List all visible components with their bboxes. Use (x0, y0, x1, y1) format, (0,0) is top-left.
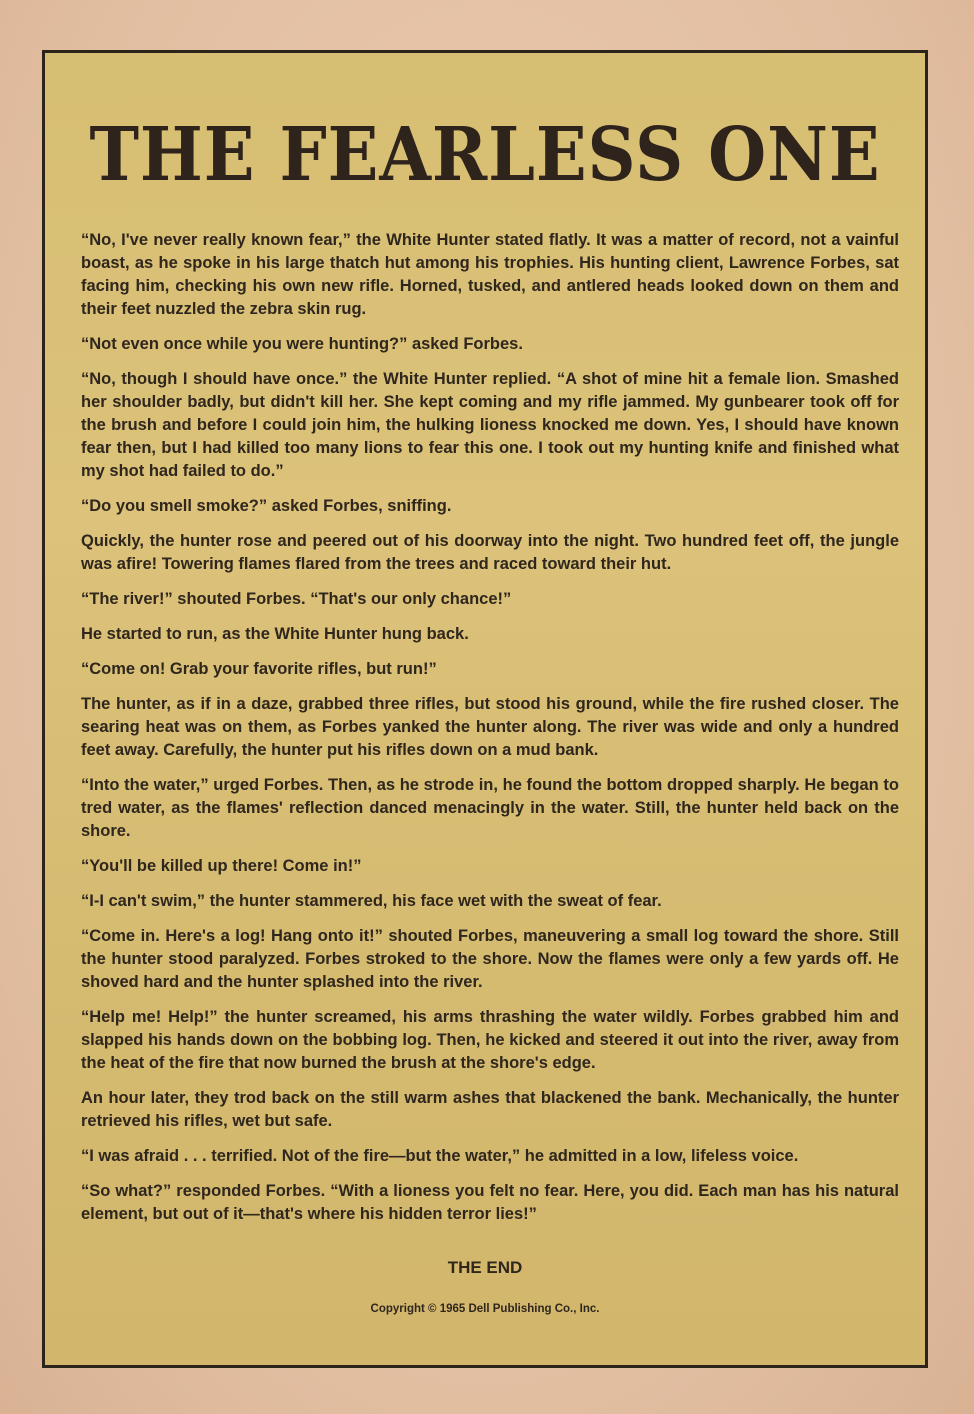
story-body (81, 229, 899, 1238)
story-frame (42, 50, 928, 1368)
paragraph: “I-I can't swim,” the hunter stammered, his face wet with the sweat of fear. (81, 892, 662, 910)
the-end-label: THE END (447, 1258, 523, 1277)
paragraph: “Come on! Grab your favorite rifles, but run!” (81, 660, 437, 678)
paragraph: “Do you smell smoke?” asked Forbes, sniffing. (81, 497, 452, 515)
paragraph: “The river!” shouted Forbes. “That's our only chance!” (81, 590, 512, 608)
paragraph: “Help me! Help!” the hunter screamed, his arms thrashing the water wildly. Forbes grabbed him and slapped his hands down on the bobbing log. Then, he kicked and steered it out into the river, away from the heat of the fire that now burned the brush at the shore's edge. (81, 1008, 899, 1072)
paragraph: “So what?” responded Forbes. “With a lioness you felt no fear. Here, you did. Each man has his natural element, but out of it—that's where his hidden terror lies!” (81, 1182, 899, 1223)
paragraph: He started to run, as the White Hunter hung back. (81, 625, 469, 643)
paragraph: “I was afraid . . . terrified. Not of the fire—but the water,” he admitted in a low, lifeless voice. (81, 1147, 799, 1165)
story-title: THE FEARLESS ONE (89, 112, 881, 198)
paragraph: “No, I've never really known fear,” the White Hunter stated flatly. It was a matter of record, not a vainful boast, as he spoke in his large thatch hut among his trophies. His hunting client, Lawrence Forbes, sat facing him, checking his own new rifle. Horned, tusked, and antlered heads looked down on them and their feet nuzzled the zebra skin rug. (81, 231, 899, 318)
copyright-notice: Copyright © 1965 Dell Publishing Co., Inc. (370, 1303, 600, 1315)
paragraph: An hour later, they trod back on the still warm ashes that blackened the bank. Mechanically, the hunter retrieved his rifles, wet but safe. (81, 1089, 899, 1130)
paragraph: Quickly, the hunter rose and peered out of his doorway into the night. Two hundred feet off, the jungle was afire! Towering flames flared from the trees and raced toward their hut. (81, 532, 899, 573)
paragraph: The hunter, as if in a daze, grabbed three rifles, but stood his ground, while the fire rushed closer. The searing heat was on them, as Forbes yanked the hunter along. The river was wide and only a hundred feet away. Carefully, the hunter put his rifles down on a mud bank. (81, 695, 899, 759)
paragraph: “Into the water,” urged Forbes. Then, as he strode in, he found the bottom dropped sharply. He began to tred water, as the flames' reflection danced menacingly in the water. Still, the hunter held back on the shore. (81, 776, 899, 840)
paragraph: “Come in. Here's a log! Hang onto it!” shouted Forbes, maneuvering a small log toward the shore. Still the hunter stood paralyzed. Forbes stroked to the shore. Now the flames were only a few yards off. He shoved hard and the hunter splashed into the river. (81, 927, 899, 991)
paragraph: “You'll be killed up there! Come in!” (81, 857, 362, 875)
paragraph: “Not even once while you were hunting?” asked Forbes. (81, 335, 523, 353)
paragraph: “No, though I should have once.” the White Hunter replied. “A shot of mine hit a female lion. Smashed her shoulder badly, but didn't kill her. She kept coming and my rifle jammed. My gunbearer took off for the brush and before I could join him, the hulking lioness knocked me down. Yes, I should have known fear then, but I had killed too many lions to fear this one. I took out my hunting knife and finished what my shot had failed to do.” (81, 370, 899, 480)
